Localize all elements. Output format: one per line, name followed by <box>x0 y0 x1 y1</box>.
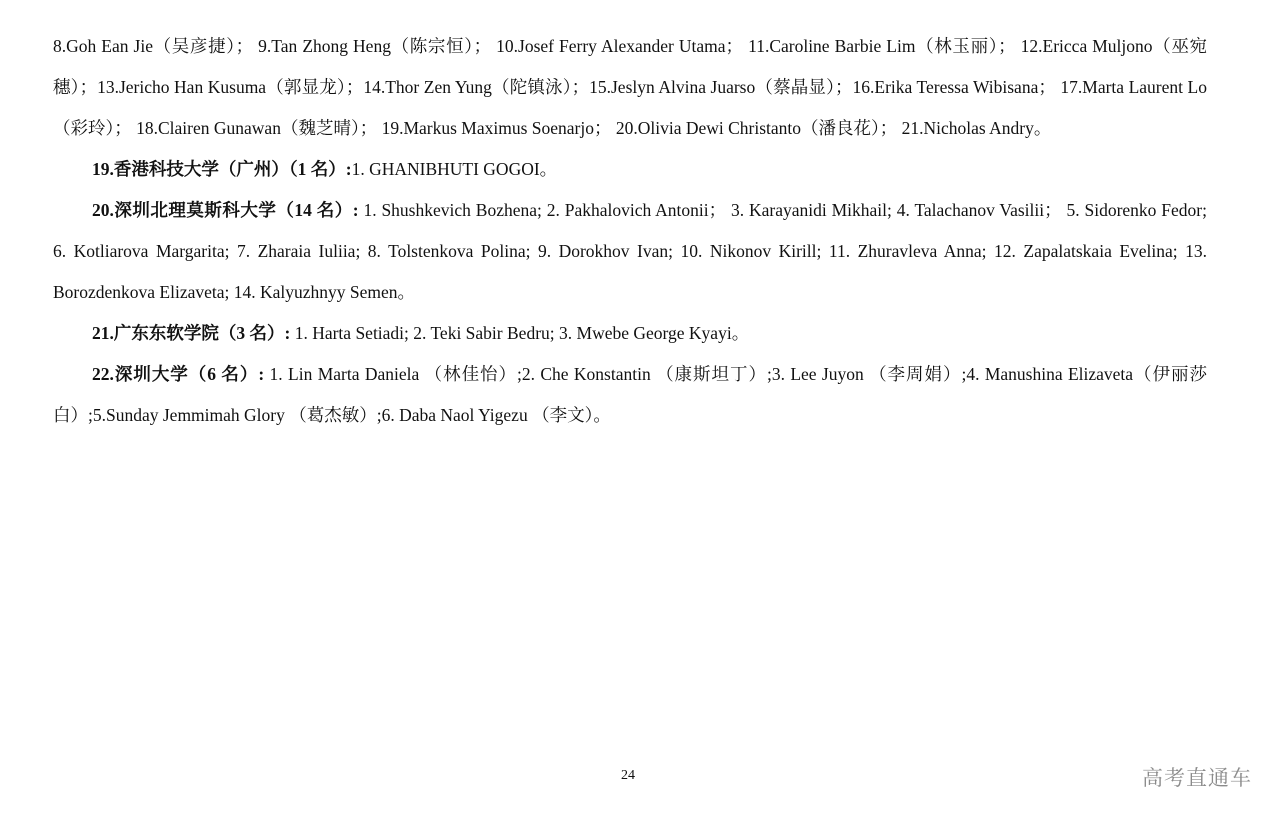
section-heading: 19.香港科技大学（广州）（1 名）: <box>92 159 352 179</box>
document-page <box>53 26 1207 436</box>
paragraph-text: 8.Goh Ean Jie（吴彦捷）； 9.Tan Zhong Heng（陈宗恒）； 10.Josef Ferry Alexander Utama； 11.Caroline Barbie Lim（林玉丽）； 12.Ericca Muljono（巫宛穗）；13.Jericho Han Kusuma（郭显龙）；14.Thor Zen Yung（陀镇泳）；15.Jeslyn Alvina Juarso（蔡晶显）；16.Erika Teressa Wibisana； 17.Marta Laurent Lo（彩玲）； 18.Clairen Gunawan（魏芝晴）； 19.Markus Maximus Soenarjo； 20.Olivia Dewi Christanto（潘良花）； 21.Nicholas Andry。 <box>53 36 1207 138</box>
paragraph-szu <box>53 354 1207 436</box>
paragraph-continued-list <box>53 26 1207 149</box>
paragraph-text: 1. Shushkevich Bozhena; 2. Pakhalovich Antonii； 3. Karayanidi Mikhail; 4. Talachanov Vasilii； 5. Sidorenko Fedor; 6. Kotliarova Margarita; 7. Zharaia Iuliia; 8. Tolstenkova Polina; 9. Dorokhov Ivan; 10. Nikonov Kirill; 11. Zhuravleva Anna; 12. Zapalatskaia Evelina; 13. Borozdenkova Elizaveta; 14. Kalyuzhnyy Semen。 <box>53 200 1208 302</box>
page-number: 24 <box>621 768 635 783</box>
paragraph-text: 1. Harta Setiadi; 2. Teki Sabir Bedru; 3. Mwebe George Kyayi。 <box>290 323 750 343</box>
watermark-logo-text: 高考直通车 <box>1142 766 1252 790</box>
paragraph-smbu <box>53 190 1207 313</box>
section-heading: 21.广东东软学院（3 名）: <box>92 323 291 343</box>
paragraph-neusoft <box>53 313 1207 354</box>
section-heading: 20.深圳北理莫斯科大学（14 名）: <box>92 200 359 220</box>
paragraph-text: 1. GHANIBHUTI GOGOI。 <box>351 159 558 179</box>
section-heading: 22.深圳大学（6 名）: <box>92 364 265 384</box>
paragraph-hkust-guangzhou <box>53 149 1207 190</box>
paragraph-text: 1. Lin Marta Daniela （林佳怡）;2. Che Konstantin （康斯坦丁）;3. Lee Juyon （李周娟）;4. Manushina Elizaveta（伊丽莎白）;5.Sunday Jemmimah Glory （葛杰敏）;6. Daba Naol Yigezu （李文）。 <box>53 364 1207 425</box>
